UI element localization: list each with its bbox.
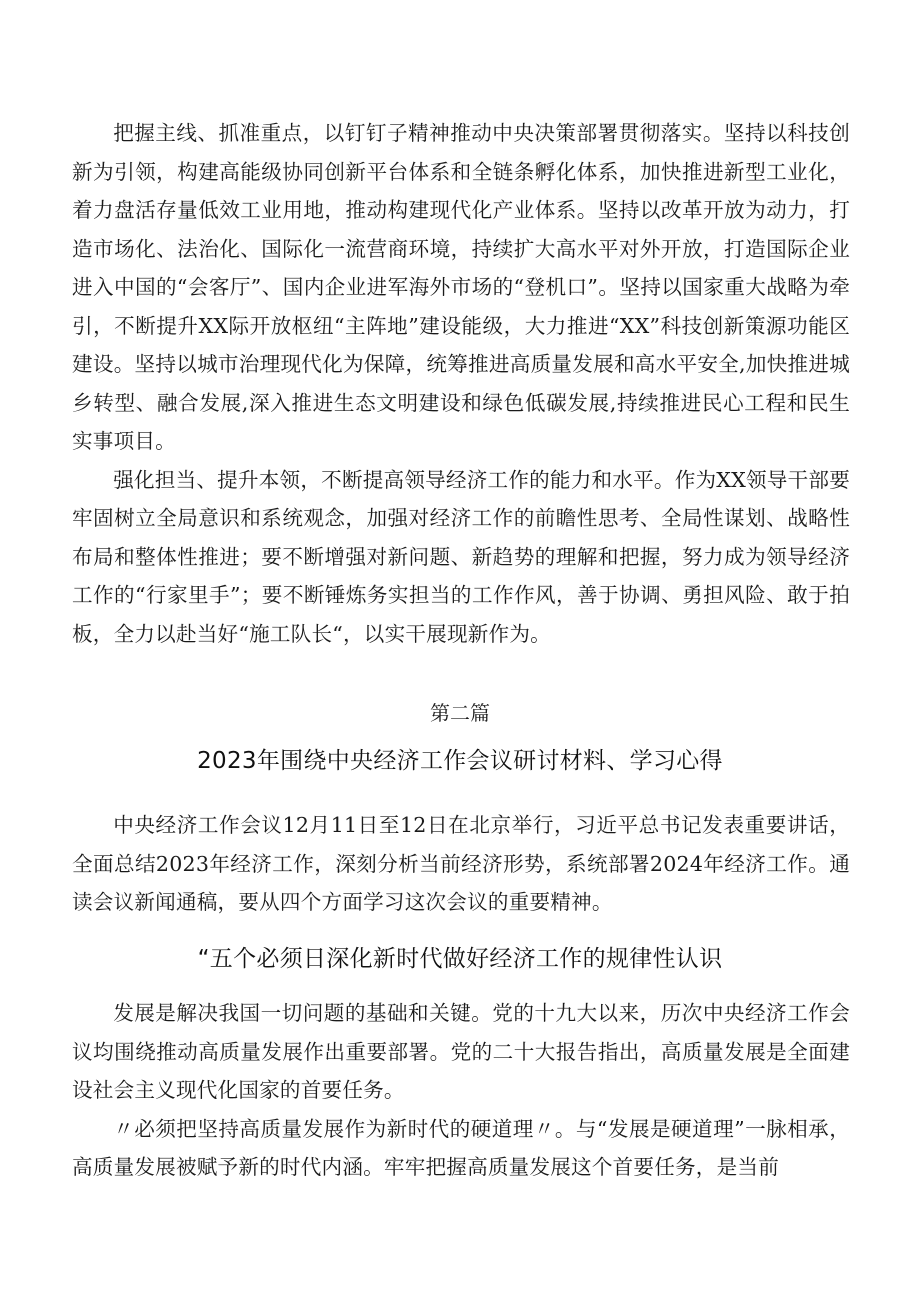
- body-text-bottom: [72, 994, 850, 1187]
- section-label: 第二篇: [430, 701, 490, 725]
- body-paragraph: 把握主线、抓准重点，以钉钉子精神推动中央决策部署贯彻落实。坚持以科技创新为引领，构建高能级协同创新平台体系和全链条孵化体系，加快推进新型工业化，着力盘活存量低效工业用地，推动构建现代化产业体系。坚持以改革开放为动力，打造市场化、法治化、国际化一流营商环境，持续扩大高水平对外开放，打造国际企业进入中国的“会客厅”、国内企业进军海外市场的“登机口”。坚持以国家重大战略为牵引，不断提升XX际开放枢纽“主阵地”建设能级，大力推进“XX”科技创新策源功能区建设。坚持以城市治理现代化为保障，统筹推进高质量发展和高水平安全,加快推进城乡转型、融合发展,深入推进生态文明建设和绿色低碳发展,持续推进民心工程和民生实事项目。: [72, 121, 850, 453]
- article-title: 2023年围绕中央经济工作会议研讨材料、学习心得: [197, 748, 723, 774]
- body-paragraph: 〃必须把坚持高质量发展作为新时代的硬道理〃。与“发展是硬道理”一脉相承，高质量发展被赋予新的时代内涵。牢牢把握高质量发展这个首要任务，是当前: [72, 1116, 850, 1179]
- body-text-top: [72, 114, 850, 653]
- body-paragraph: 发展是解决我国一切问题的基础和关键。党的十九大以来，历次中央经济工作会议均围绕推动高质量发展作出重要部署。党的二十大报告指出，高质量发展是全面建设社会主义现代化国家的首要任务。: [72, 1001, 850, 1102]
- body-paragraph: 强化担当、提升本领，不断提高领导经济工作的能力和水平。作为XX领导干部要牢固树立全局意识和系统观念，加强对经济工作的前瞻性思考、全局性谋划、战略性布局和整体性推进；要不断增强对新问题、新趋势的理解和把握，努力成为领导经济工作的“行家里手”；要不断锤炼务实担当的工作作风，善于协调、勇担风险、敢于拍板，全力以赴当好“施工队长“，以实干展现新作为。: [72, 467, 850, 646]
- body-paragraph: 中央经济工作会议12月11日至12日在北京举行，习近平总书记发表重要讲话，全面总结2023年经济工作，深刻分析当前经济形势，系统部署2024年经济工作。通读会议新闻通稿，要从四个方面学习这次会议的重要精神。: [72, 813, 850, 914]
- section-subheading: “五个必须日深化新时代做好经济工作的规律性认识: [197, 946, 723, 972]
- intro-text: [72, 806, 850, 922]
